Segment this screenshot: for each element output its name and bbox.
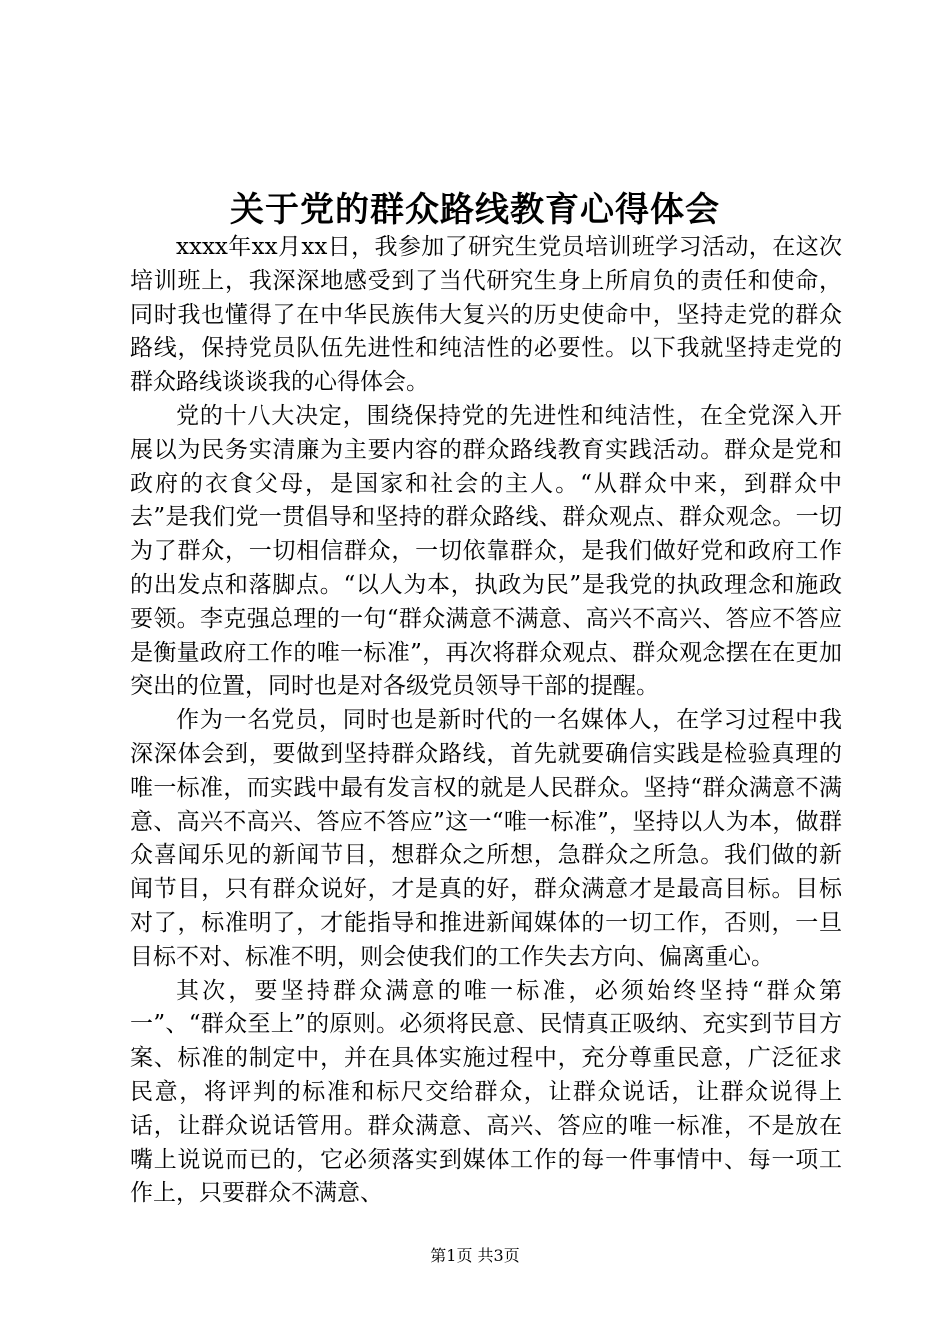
paragraph-1: xxxx年xx月xx日，我参加了研究生党员培训班学习活动，在这次培训班上，我深深地感受到了当代研究生身上所肩负的责任和使命，同时我也懂得了在中华民族伟大复兴的历史使命中，坚持走党的群众路线，保持党员队伍先进性和纯洁性的必要性。以下我就坚持走党的群众路线谈谈我的心得体会。	[130, 234, 842, 396]
document-body	[130, 231, 842, 1211]
paragraph-3: 作为一名党员，同时也是新时代的一名媒体人，在学习过程中我深深体会到，要做到坚持群众路线，首先就要确信实践是检验真理的唯一标准，而实践中最有发言权的就是人民群众。坚持“群众满意不满意、高兴不高兴、答应不答应”这一“唯一标准”，坚持以人为本，做群众喜闻乐见的新闻节目，想群众之所想，急群众之所急。我们做的新闻节目，只有群众说好，才是真的好，群众满意才是最高目标。目标对了，标准明了，才能指导和推进新闻媒体的一切工作，否则，一旦目标不对、标准不明，则会使我们的工作失去方向、偏离重心。	[130, 707, 842, 970]
paragraph-4: 其次，要坚持群众满意的唯一标准，必须始终坚持“群众第一”、“群众至上”的原则。必须将民意、民情真正吸纳、充实到节目方案、标准的制定中，并在具体实施过程中，充分尊重民意，广泛征求民意，将评判的标准和标尺交给群众，让群众说话，让群众说得上话，让群众说话管用。群众满意、高兴、答应的唯一标准，不是放在嘴上说说而已的，它必须落实到媒体工作的每一件事情中、每一项工作上，只要群众不满意、	[130, 977, 842, 1207]
document-title: 关于党的群众路线教育心得体会	[230, 190, 720, 230]
paragraph-2: 党的十八大决定，围绕保持党的先进性和纯洁性，在全党深入开展以为民务实清廉为主要内容的群众路线教育实践活动。群众是党和政府的衣食父母，是国家和社会的主人。“从群众中来，到群众中去”是我们党一贯倡导和坚持的群众路线、群众观点、群众观念。一切为了群众，一切相信群众，一切依靠群众，是我们做好党和政府工作的出发点和落脚点。“以人为本，执政为民”是我党的执政理念和施政要领。李克强总理的一句“群众满意不满意、高兴不高兴、答应不答应是衡量政府工作的唯一标准”，再次将群众观点、群众观念摆在在更加突出的位置，同时也是对各级党员领导干部的提醒。	[130, 402, 842, 700]
page-number-footer: 第1页 共3页	[430, 1246, 520, 1265]
